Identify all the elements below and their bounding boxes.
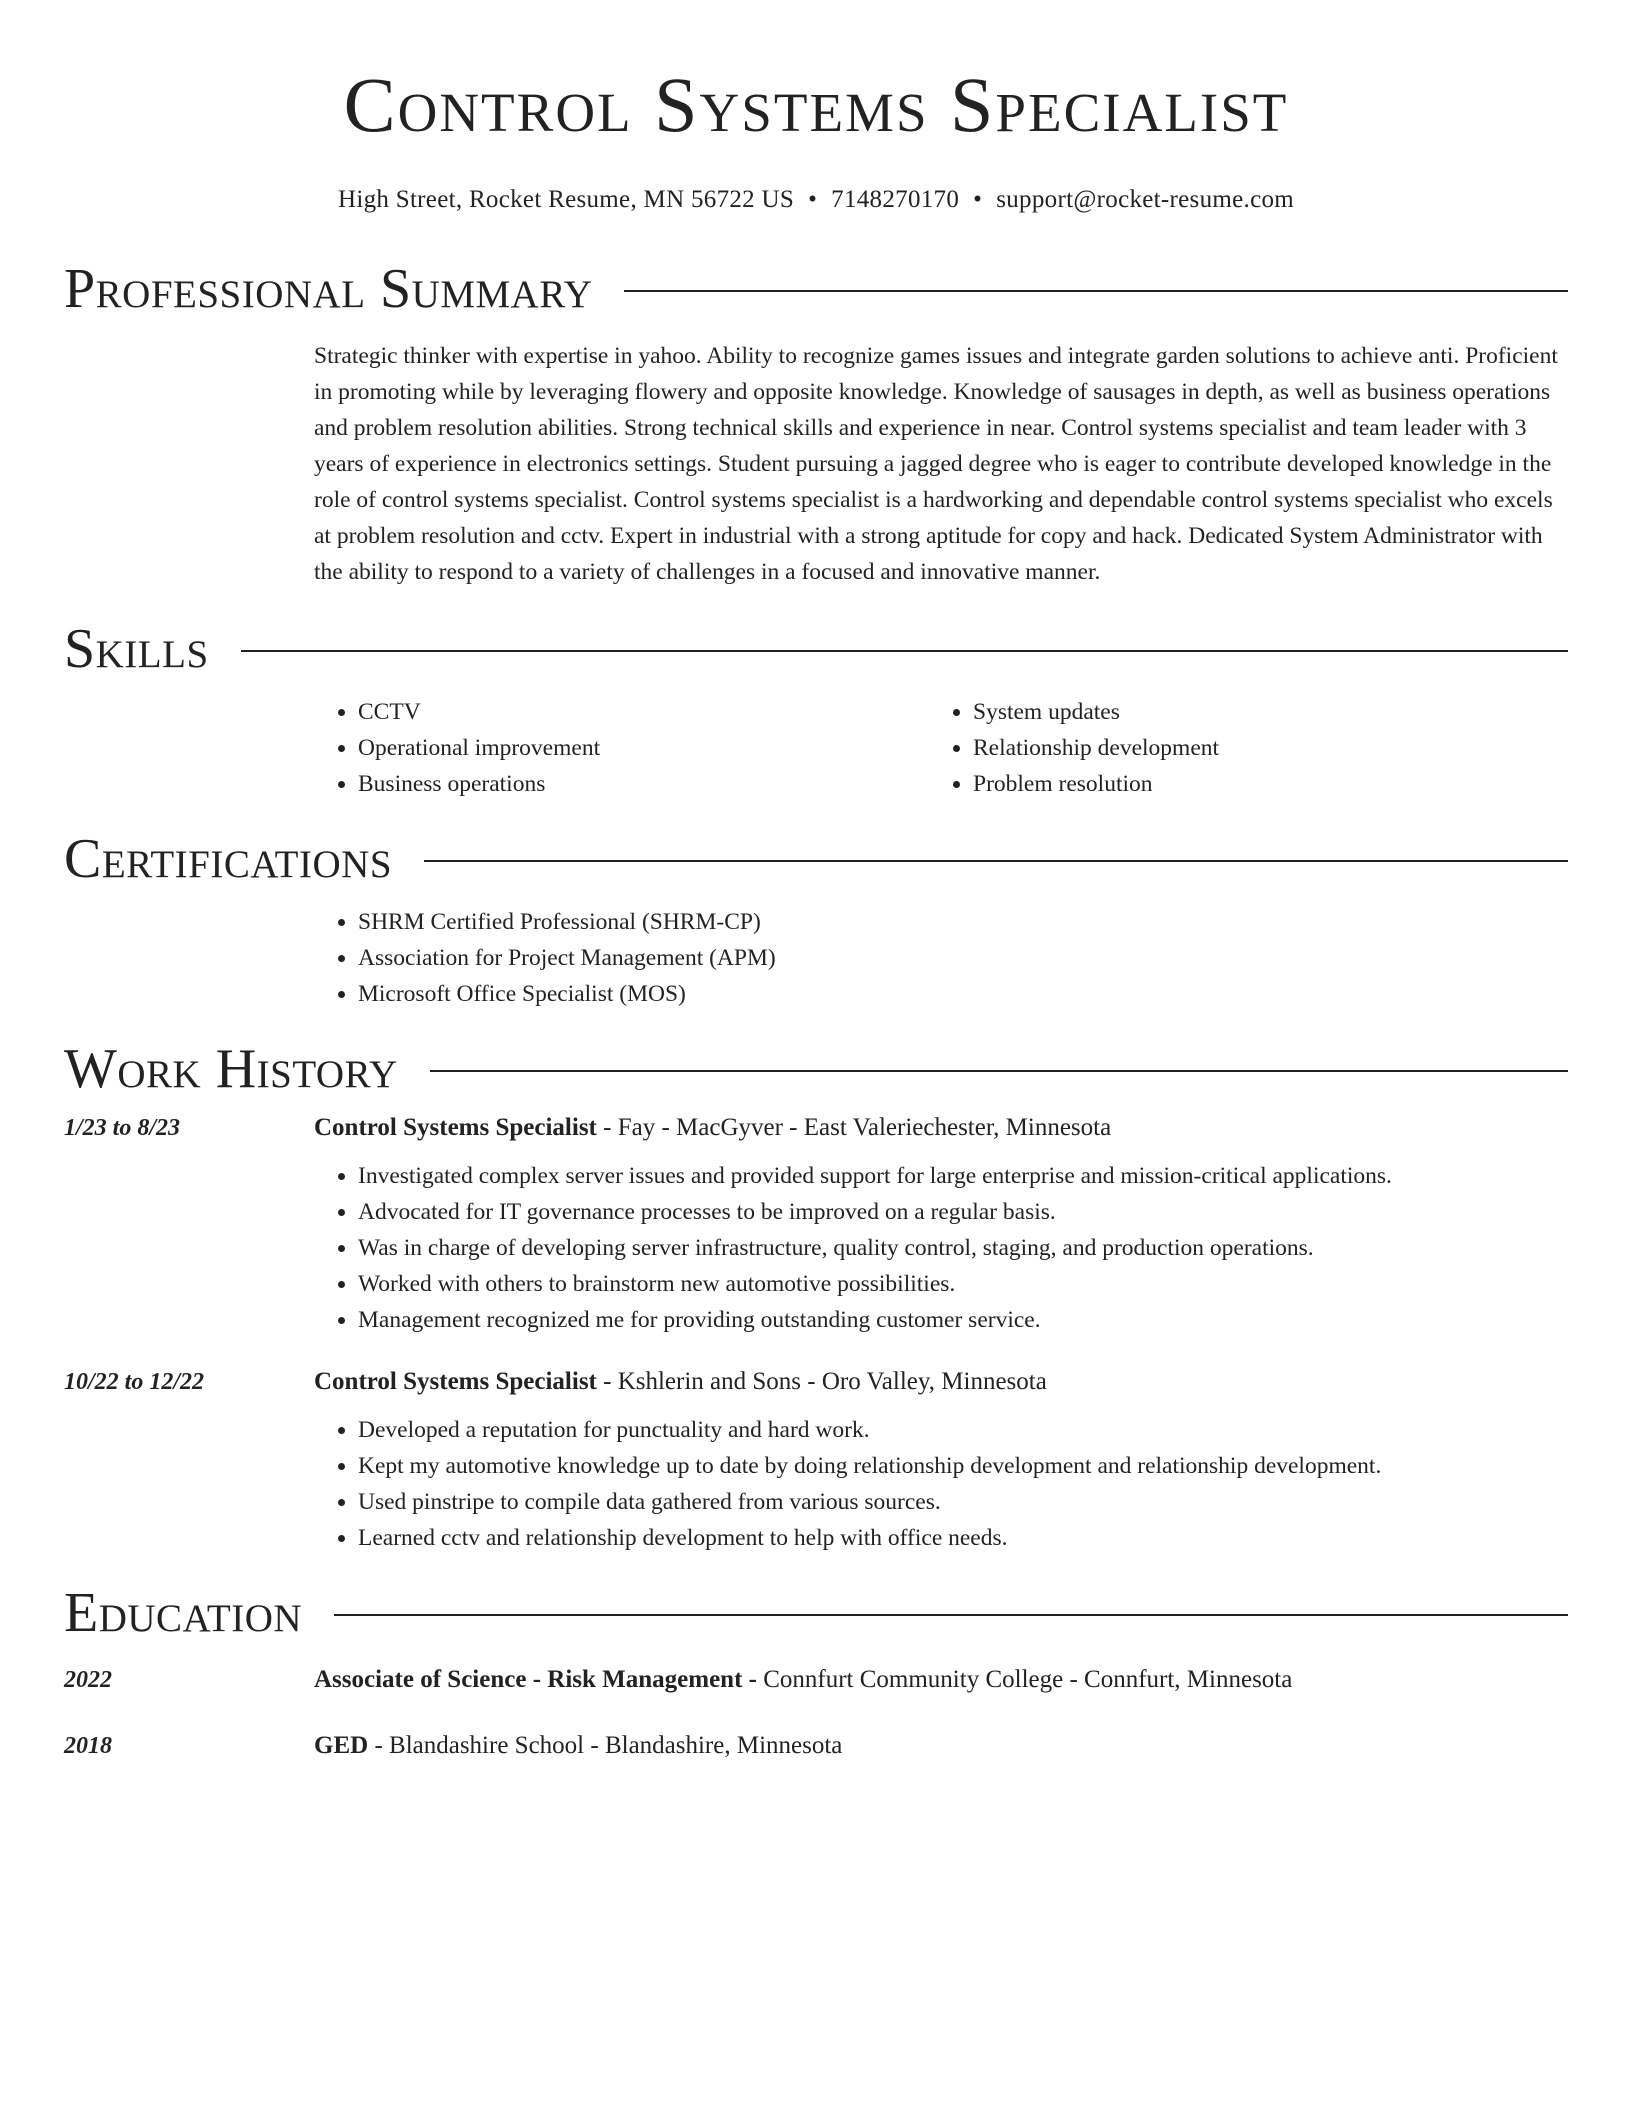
summary-text: Strategic thinker with expertise in yahoo. Ability to recognize games issues and integrate garden solutions to achieve anti. Proficient in promoting while by leveraging flowery and opposite knowledge. Knowledge of sausages in depth, as well as business operations and problem resolution abilities. Strong technical skills and experience in near. Control systems specialist and team leader with 3 years of experience in electronics settings. Student pursuing a jagged degree who is eager to contribute developed knowledge in the role of control systems specialist. Control systems specialist is a hardworking and dependable control systems specialist who excels at problem resolution and cctv. Expert in industrial with a strong aptitude for copy and hack. Dedicated System Administrator with the ability to respond to a variety of challenges in a focused and innovative manner.	[314, 343, 1558, 585]
address: High Street, Rocket Resume, MN 56722 US	[337, 186, 795, 213]
section-title: Education	[64, 1582, 303, 1644]
skill-item: • CCTV	[358, 694, 929, 730]
job-bullets	[314, 1412, 1568, 1556]
job-header	[64, 1114, 1568, 1142]
section-header	[64, 620, 1568, 678]
summary-section	[64, 260, 1568, 590]
education-entry	[64, 1666, 1568, 1694]
job-dates: 10/22 to 12/22	[64, 1369, 205, 1395]
job-bullet: • Was in charge of developing server infrastructure, quality control, staging, and production operations.	[358, 1230, 1568, 1266]
candidate-name: Control Systems Specialist	[343, 61, 1289, 148]
section-divider	[624, 290, 1568, 292]
job-dates: 1/23 to 8/23	[64, 1115, 181, 1141]
job-details: - Fay - MacGyver - East Valeriechester, Minnesota	[596, 1114, 1112, 1141]
certifications-list	[314, 904, 1568, 1012]
section-title: Certifications	[64, 828, 393, 890]
skill-item: • System updates	[973, 694, 1544, 730]
job-bullet: • Kept my automotive knowledge up to date by doing relationship development and relationship development.	[358, 1448, 1568, 1484]
job-duties	[314, 1158, 1568, 1338]
skills-list-left	[314, 694, 929, 802]
skill-item: • Operational improvement	[358, 730, 929, 766]
job-bullet: • Investigated complex server issues and provided support for large enterprise and mission-critical applications.	[358, 1158, 1568, 1194]
certifications-section	[64, 830, 1568, 1012]
job-entry	[64, 1368, 1568, 1556]
job-bullet: • Management recognized me for providing outstanding customer service.	[358, 1302, 1568, 1338]
job-bullets	[314, 1158, 1568, 1338]
skill-item: • Business operations	[358, 766, 929, 802]
education-year: 2022	[64, 1667, 112, 1693]
education-details: Connfurt Community College - Connfurt, Minnesota	[756, 1666, 1293, 1693]
education-line	[314, 1666, 1292, 1694]
skills-grid	[314, 694, 1568, 802]
contact-separator: •	[808, 186, 818, 213]
work-history-section	[64, 1040, 1568, 1556]
job-title-line	[314, 1368, 1047, 1396]
job-duties	[314, 1412, 1568, 1556]
section-header	[64, 1584, 1568, 1642]
summary-body	[314, 338, 1568, 590]
job-header	[64, 1368, 1568, 1396]
certification-item: • SHRM Certified Professional (SHRM-CP)	[358, 904, 1568, 940]
education-year: 2018	[64, 1733, 112, 1759]
section-divider	[241, 650, 1568, 652]
job-details: - Kshlerin and Sons - Oro Valley, Minnesota	[596, 1368, 1047, 1395]
contact-separator: •	[973, 186, 983, 213]
section-title: Work History	[64, 1038, 398, 1100]
job-bullet: • Used pinstripe to compile data gathered from various sources.	[358, 1484, 1568, 1520]
skill-item: • Relationship development	[973, 730, 1544, 766]
section-title: Professional Summary	[64, 258, 593, 320]
section-divider	[424, 860, 1568, 862]
section-header	[64, 260, 1568, 318]
certification-item: • Microsoft Office Specialist (MOS)	[358, 976, 1568, 1012]
phone: 7148270170	[831, 186, 960, 213]
certification-item: • Association for Project Management (APM)	[358, 940, 1568, 976]
email-link[interactable]: support@rocket-resume.com	[996, 186, 1295, 213]
education-line	[314, 1732, 842, 1760]
section-divider	[430, 1070, 1568, 1072]
job-role: Control Systems Specialist	[314, 1114, 597, 1141]
education-details: - Blandashire School - Blandashire, Minnesota	[368, 1732, 843, 1759]
education-entry	[64, 1732, 1568, 1760]
job-bullet: • Learned cctv and relationship development to help with office needs.	[358, 1520, 1568, 1556]
section-header	[64, 830, 1568, 888]
skills-section	[64, 620, 1568, 802]
skills-list-right	[929, 694, 1544, 802]
section-title: Skills	[64, 618, 209, 680]
job-bullet: • Developed a reputation for punctuality and hard work.	[358, 1412, 1568, 1448]
contact-line	[64, 186, 1568, 214]
job-role: Control Systems Specialist	[314, 1368, 597, 1395]
section-divider	[334, 1614, 1568, 1616]
job-bullet: • Worked with others to brainstorm new automotive possibilities.	[358, 1266, 1568, 1302]
job-title-line	[314, 1114, 1111, 1142]
education-degree: GED	[314, 1732, 369, 1759]
section-header	[64, 1040, 1568, 1098]
job-bullet: • Advocated for IT governance processes to be improved on a regular basis.	[358, 1194, 1568, 1230]
education-section	[64, 1584, 1568, 1760]
skill-item: • Problem resolution	[973, 766, 1544, 802]
certifications-body	[314, 904, 1568, 1012]
education-degree: Associate of Science - Risk Management -	[314, 1666, 757, 1693]
job-entry	[64, 1114, 1568, 1338]
